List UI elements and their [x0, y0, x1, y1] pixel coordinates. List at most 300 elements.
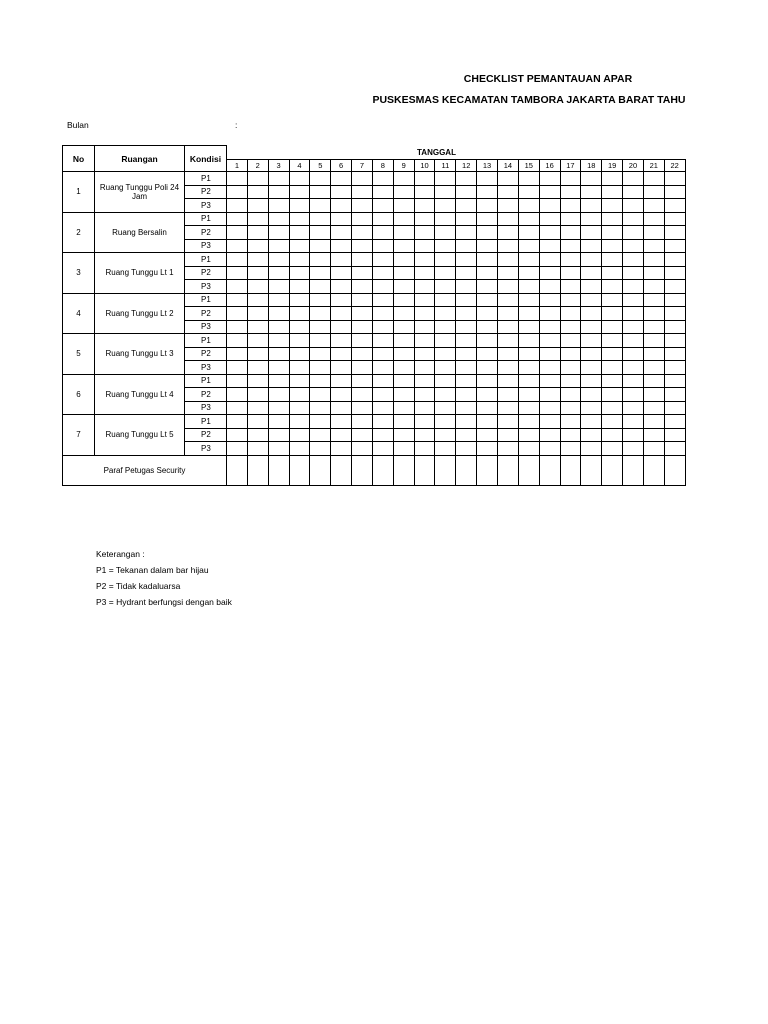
check-cell[interactable] [372, 266, 393, 280]
check-cell[interactable] [539, 212, 560, 226]
check-cell[interactable] [227, 212, 248, 226]
check-cell[interactable] [372, 401, 393, 415]
check-cell[interactable] [539, 185, 560, 199]
check-cell[interactable] [414, 293, 435, 307]
check-cell[interactable] [247, 172, 268, 186]
check-cell[interactable] [435, 280, 456, 294]
check-cell[interactable] [643, 280, 664, 294]
check-cell[interactable] [414, 401, 435, 415]
check-cell[interactable] [539, 415, 560, 429]
check-cell[interactable] [602, 388, 623, 402]
check-cell[interactable] [289, 388, 310, 402]
check-cell[interactable] [247, 401, 268, 415]
paraf-cell[interactable] [643, 455, 664, 485]
check-cell[interactable] [414, 428, 435, 442]
check-cell[interactable] [414, 442, 435, 456]
check-cell[interactable] [664, 428, 685, 442]
check-cell[interactable] [372, 374, 393, 388]
check-cell[interactable] [643, 388, 664, 402]
check-cell[interactable] [581, 293, 602, 307]
check-cell[interactable] [623, 374, 644, 388]
check-cell[interactable] [393, 401, 414, 415]
check-cell[interactable] [581, 307, 602, 321]
check-cell[interactable] [435, 185, 456, 199]
check-cell[interactable] [518, 253, 539, 267]
check-cell[interactable] [247, 442, 268, 456]
check-cell[interactable] [539, 172, 560, 186]
check-cell[interactable] [581, 212, 602, 226]
check-cell[interactable] [477, 185, 498, 199]
check-cell[interactable] [331, 334, 352, 348]
check-cell[interactable] [268, 442, 289, 456]
check-cell[interactable] [497, 293, 518, 307]
check-cell[interactable] [664, 253, 685, 267]
check-cell[interactable] [664, 442, 685, 456]
check-cell[interactable] [477, 226, 498, 240]
check-cell[interactable] [247, 280, 268, 294]
check-cell[interactable] [602, 442, 623, 456]
check-cell[interactable] [560, 185, 581, 199]
check-cell[interactable] [477, 388, 498, 402]
check-cell[interactable] [289, 253, 310, 267]
check-cell[interactable] [435, 415, 456, 429]
check-cell[interactable] [497, 320, 518, 334]
check-cell[interactable] [456, 185, 477, 199]
check-cell[interactable] [643, 199, 664, 213]
check-cell[interactable] [477, 320, 498, 334]
check-cell[interactable] [247, 388, 268, 402]
check-cell[interactable] [477, 361, 498, 375]
check-cell[interactable] [227, 266, 248, 280]
check-cell[interactable] [560, 199, 581, 213]
check-cell[interactable] [372, 442, 393, 456]
check-cell[interactable] [331, 253, 352, 267]
check-cell[interactable] [581, 226, 602, 240]
check-cell[interactable] [518, 199, 539, 213]
check-cell[interactable] [268, 253, 289, 267]
check-cell[interactable] [623, 266, 644, 280]
check-cell[interactable] [539, 388, 560, 402]
check-cell[interactable] [581, 266, 602, 280]
check-cell[interactable] [352, 401, 373, 415]
check-cell[interactable] [310, 374, 331, 388]
check-cell[interactable] [477, 212, 498, 226]
check-cell[interactable] [435, 266, 456, 280]
check-cell[interactable] [643, 253, 664, 267]
check-cell[interactable] [247, 307, 268, 321]
check-cell[interactable] [477, 347, 498, 361]
check-cell[interactable] [435, 388, 456, 402]
check-cell[interactable] [643, 226, 664, 240]
check-cell[interactable] [560, 253, 581, 267]
check-cell[interactable] [623, 428, 644, 442]
check-cell[interactable] [581, 415, 602, 429]
check-cell[interactable] [477, 401, 498, 415]
check-cell[interactable] [352, 253, 373, 267]
check-cell[interactable] [560, 226, 581, 240]
check-cell[interactable] [623, 401, 644, 415]
check-cell[interactable] [623, 185, 644, 199]
check-cell[interactable] [664, 347, 685, 361]
check-cell[interactable] [602, 415, 623, 429]
check-cell[interactable] [289, 226, 310, 240]
check-cell[interactable] [414, 266, 435, 280]
check-cell[interactable] [268, 401, 289, 415]
check-cell[interactable] [268, 347, 289, 361]
check-cell[interactable] [289, 239, 310, 253]
check-cell[interactable] [372, 293, 393, 307]
check-cell[interactable] [247, 199, 268, 213]
check-cell[interactable] [456, 347, 477, 361]
check-cell[interactable] [581, 253, 602, 267]
check-cell[interactable] [539, 347, 560, 361]
check-cell[interactable] [414, 347, 435, 361]
check-cell[interactable] [623, 415, 644, 429]
check-cell[interactable] [497, 266, 518, 280]
check-cell[interactable] [581, 185, 602, 199]
check-cell[interactable] [310, 266, 331, 280]
check-cell[interactable] [539, 361, 560, 375]
check-cell[interactable] [414, 320, 435, 334]
check-cell[interactable] [518, 361, 539, 375]
check-cell[interactable] [352, 212, 373, 226]
check-cell[interactable] [289, 415, 310, 429]
check-cell[interactable] [560, 388, 581, 402]
check-cell[interactable] [560, 401, 581, 415]
paraf-cell[interactable] [560, 455, 581, 485]
check-cell[interactable] [643, 415, 664, 429]
check-cell[interactable] [643, 428, 664, 442]
check-cell[interactable] [497, 253, 518, 267]
check-cell[interactable] [393, 172, 414, 186]
paraf-cell[interactable] [268, 455, 289, 485]
check-cell[interactable] [643, 442, 664, 456]
check-cell[interactable] [372, 239, 393, 253]
check-cell[interactable] [372, 428, 393, 442]
check-cell[interactable] [393, 374, 414, 388]
check-cell[interactable] [477, 428, 498, 442]
check-cell[interactable] [414, 212, 435, 226]
check-cell[interactable] [331, 442, 352, 456]
check-cell[interactable] [456, 172, 477, 186]
check-cell[interactable] [643, 212, 664, 226]
paraf-cell[interactable] [435, 455, 456, 485]
check-cell[interactable] [435, 239, 456, 253]
check-cell[interactable] [393, 253, 414, 267]
check-cell[interactable] [518, 172, 539, 186]
check-cell[interactable] [414, 226, 435, 240]
check-cell[interactable] [247, 428, 268, 442]
paraf-cell[interactable] [518, 455, 539, 485]
check-cell[interactable] [623, 212, 644, 226]
check-cell[interactable] [581, 388, 602, 402]
check-cell[interactable] [227, 334, 248, 348]
check-cell[interactable] [581, 401, 602, 415]
check-cell[interactable] [497, 334, 518, 348]
check-cell[interactable] [393, 361, 414, 375]
check-cell[interactable] [497, 374, 518, 388]
check-cell[interactable] [456, 334, 477, 348]
check-cell[interactable] [560, 334, 581, 348]
check-cell[interactable] [664, 185, 685, 199]
paraf-cell[interactable] [497, 455, 518, 485]
check-cell[interactable] [372, 226, 393, 240]
paraf-cell[interactable] [393, 455, 414, 485]
check-cell[interactable] [623, 280, 644, 294]
check-cell[interactable] [331, 239, 352, 253]
check-cell[interactable] [456, 253, 477, 267]
check-cell[interactable] [560, 347, 581, 361]
check-cell[interactable] [560, 442, 581, 456]
check-cell[interactable] [602, 307, 623, 321]
check-cell[interactable] [247, 226, 268, 240]
check-cell[interactable] [331, 185, 352, 199]
check-cell[interactable] [289, 199, 310, 213]
check-cell[interactable] [268, 266, 289, 280]
check-cell[interactable] [268, 172, 289, 186]
check-cell[interactable] [393, 239, 414, 253]
check-cell[interactable] [352, 334, 373, 348]
check-cell[interactable] [352, 239, 373, 253]
check-cell[interactable] [352, 266, 373, 280]
check-cell[interactable] [227, 307, 248, 321]
check-cell[interactable] [664, 388, 685, 402]
check-cell[interactable] [518, 347, 539, 361]
check-cell[interactable] [435, 361, 456, 375]
check-cell[interactable] [560, 415, 581, 429]
check-cell[interactable] [393, 428, 414, 442]
check-cell[interactable] [623, 253, 644, 267]
check-cell[interactable] [310, 253, 331, 267]
check-cell[interactable] [268, 388, 289, 402]
check-cell[interactable] [289, 293, 310, 307]
check-cell[interactable] [331, 428, 352, 442]
check-cell[interactable] [477, 266, 498, 280]
check-cell[interactable] [602, 320, 623, 334]
check-cell[interactable] [664, 401, 685, 415]
check-cell[interactable] [518, 374, 539, 388]
check-cell[interactable] [372, 334, 393, 348]
check-cell[interactable] [227, 428, 248, 442]
check-cell[interactable] [581, 199, 602, 213]
check-cell[interactable] [310, 199, 331, 213]
check-cell[interactable] [352, 374, 373, 388]
check-cell[interactable] [643, 185, 664, 199]
check-cell[interactable] [435, 401, 456, 415]
check-cell[interactable] [331, 293, 352, 307]
check-cell[interactable] [310, 334, 331, 348]
check-cell[interactable] [268, 361, 289, 375]
check-cell[interactable] [393, 388, 414, 402]
check-cell[interactable] [518, 239, 539, 253]
check-cell[interactable] [497, 361, 518, 375]
check-cell[interactable] [477, 280, 498, 294]
check-cell[interactable] [602, 374, 623, 388]
check-cell[interactable] [560, 172, 581, 186]
check-cell[interactable] [289, 428, 310, 442]
check-cell[interactable] [518, 388, 539, 402]
check-cell[interactable] [268, 415, 289, 429]
check-cell[interactable] [268, 185, 289, 199]
check-cell[interactable] [227, 199, 248, 213]
check-cell[interactable] [602, 280, 623, 294]
check-cell[interactable] [331, 361, 352, 375]
check-cell[interactable] [414, 172, 435, 186]
check-cell[interactable] [643, 401, 664, 415]
check-cell[interactable] [477, 307, 498, 321]
check-cell[interactable] [664, 293, 685, 307]
check-cell[interactable] [289, 401, 310, 415]
paraf-cell[interactable] [372, 455, 393, 485]
check-cell[interactable] [435, 172, 456, 186]
check-cell[interactable] [247, 212, 268, 226]
paraf-cell[interactable] [623, 455, 644, 485]
check-cell[interactable] [331, 199, 352, 213]
check-cell[interactable] [477, 172, 498, 186]
check-cell[interactable] [227, 347, 248, 361]
check-cell[interactable] [372, 320, 393, 334]
check-cell[interactable] [456, 388, 477, 402]
check-cell[interactable] [414, 280, 435, 294]
check-cell[interactable] [331, 320, 352, 334]
check-cell[interactable] [623, 293, 644, 307]
check-cell[interactable] [372, 253, 393, 267]
check-cell[interactable] [227, 361, 248, 375]
check-cell[interactable] [477, 253, 498, 267]
paraf-cell[interactable] [581, 455, 602, 485]
paraf-cell[interactable] [331, 455, 352, 485]
check-cell[interactable] [456, 442, 477, 456]
check-cell[interactable] [247, 253, 268, 267]
check-cell[interactable] [435, 442, 456, 456]
check-cell[interactable] [331, 212, 352, 226]
check-cell[interactable] [518, 266, 539, 280]
check-cell[interactable] [352, 185, 373, 199]
check-cell[interactable] [435, 307, 456, 321]
check-cell[interactable] [247, 334, 268, 348]
check-cell[interactable] [581, 320, 602, 334]
check-cell[interactable] [518, 442, 539, 456]
check-cell[interactable] [268, 334, 289, 348]
check-cell[interactable] [414, 239, 435, 253]
check-cell[interactable] [414, 185, 435, 199]
check-cell[interactable] [539, 320, 560, 334]
paraf-cell[interactable] [227, 455, 248, 485]
check-cell[interactable] [310, 347, 331, 361]
check-cell[interactable] [581, 428, 602, 442]
check-cell[interactable] [581, 239, 602, 253]
paraf-cell[interactable] [289, 455, 310, 485]
check-cell[interactable] [560, 239, 581, 253]
check-cell[interactable] [560, 307, 581, 321]
check-cell[interactable] [414, 307, 435, 321]
check-cell[interactable] [393, 226, 414, 240]
check-cell[interactable] [623, 199, 644, 213]
check-cell[interactable] [414, 334, 435, 348]
check-cell[interactable] [227, 293, 248, 307]
check-cell[interactable] [372, 388, 393, 402]
check-cell[interactable] [518, 212, 539, 226]
check-cell[interactable] [289, 307, 310, 321]
check-cell[interactable] [414, 361, 435, 375]
check-cell[interactable] [664, 320, 685, 334]
check-cell[interactable] [435, 226, 456, 240]
check-cell[interactable] [518, 226, 539, 240]
check-cell[interactable] [643, 320, 664, 334]
check-cell[interactable] [289, 347, 310, 361]
check-cell[interactable] [539, 280, 560, 294]
check-cell[interactable] [560, 374, 581, 388]
check-cell[interactable] [497, 280, 518, 294]
check-cell[interactable] [602, 347, 623, 361]
paraf-cell[interactable] [352, 455, 373, 485]
check-cell[interactable] [664, 172, 685, 186]
check-cell[interactable] [456, 266, 477, 280]
check-cell[interactable] [352, 415, 373, 429]
check-cell[interactable] [643, 266, 664, 280]
check-cell[interactable] [560, 428, 581, 442]
check-cell[interactable] [581, 172, 602, 186]
check-cell[interactable] [664, 334, 685, 348]
check-cell[interactable] [581, 280, 602, 294]
check-cell[interactable] [497, 401, 518, 415]
check-cell[interactable] [518, 185, 539, 199]
check-cell[interactable] [643, 334, 664, 348]
check-cell[interactable] [247, 293, 268, 307]
check-cell[interactable] [518, 415, 539, 429]
check-cell[interactable] [331, 374, 352, 388]
check-cell[interactable] [352, 280, 373, 294]
check-cell[interactable] [414, 374, 435, 388]
check-cell[interactable] [664, 239, 685, 253]
check-cell[interactable] [352, 320, 373, 334]
check-cell[interactable] [435, 334, 456, 348]
paraf-cell[interactable] [456, 455, 477, 485]
check-cell[interactable] [310, 415, 331, 429]
check-cell[interactable] [456, 374, 477, 388]
check-cell[interactable] [247, 374, 268, 388]
check-cell[interactable] [247, 361, 268, 375]
check-cell[interactable] [310, 293, 331, 307]
check-cell[interactable] [393, 293, 414, 307]
check-cell[interactable] [664, 226, 685, 240]
check-cell[interactable] [602, 212, 623, 226]
check-cell[interactable] [331, 347, 352, 361]
check-cell[interactable] [539, 334, 560, 348]
check-cell[interactable] [539, 307, 560, 321]
check-cell[interactable] [227, 280, 248, 294]
check-cell[interactable] [393, 334, 414, 348]
check-cell[interactable] [310, 280, 331, 294]
check-cell[interactable] [456, 361, 477, 375]
check-cell[interactable] [227, 320, 248, 334]
check-cell[interactable] [393, 415, 414, 429]
check-cell[interactable] [664, 212, 685, 226]
check-cell[interactable] [623, 361, 644, 375]
check-cell[interactable] [289, 334, 310, 348]
check-cell[interactable] [352, 428, 373, 442]
check-cell[interactable] [477, 199, 498, 213]
paraf-cell[interactable] [539, 455, 560, 485]
check-cell[interactable] [247, 266, 268, 280]
check-cell[interactable] [539, 442, 560, 456]
check-cell[interactable] [331, 280, 352, 294]
check-cell[interactable] [497, 185, 518, 199]
check-cell[interactable] [372, 415, 393, 429]
check-cell[interactable] [560, 280, 581, 294]
check-cell[interactable] [310, 185, 331, 199]
check-cell[interactable] [518, 293, 539, 307]
